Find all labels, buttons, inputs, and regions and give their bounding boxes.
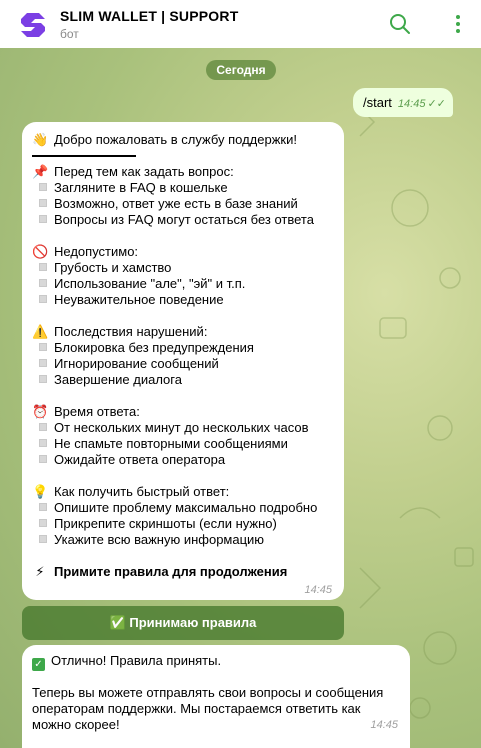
welcome-message[interactable] (22, 122, 344, 600)
list-item: Ожидайте ответа оператора (54, 452, 226, 467)
slim-wallet-logo-icon (18, 10, 48, 40)
confirmation-title: Отлично! Правила приняты. (51, 653, 222, 668)
chat-subtitle: бот (60, 27, 79, 41)
prohibited-icon: 🚫 (32, 244, 49, 259)
list-item: Завершение диалога (54, 372, 182, 387)
check-mark-icon: ✓ (32, 658, 45, 671)
accept-rules-button[interactable]: ✅ Принимаю правила (22, 606, 344, 640)
outgoing-message-time: 14:45 (397, 98, 426, 110)
bullet-icon (39, 215, 47, 223)
light-bulb-icon: 💡 (32, 484, 49, 499)
chat-area[interactable] (0, 48, 481, 748)
waving-hand-icon: 👋 (32, 132, 49, 147)
bullet-icon (39, 263, 47, 271)
list-item: Не спамьте повторными сообщениями (54, 436, 288, 451)
list-item: Блокировка без предупреждения (54, 340, 254, 355)
bullet-icon (39, 183, 47, 191)
confirmation-body-line: операторам поддержки. Мы постараемся ответить как (32, 701, 361, 716)
message-time: 14:45 (370, 719, 398, 731)
list-item: Загляните в FAQ в кошельке (54, 180, 228, 195)
date-separator: Сегодня (206, 60, 276, 80)
bullet-icon (39, 295, 47, 303)
more-vertical-icon[interactable] (446, 12, 470, 36)
greeting-line (32, 132, 297, 148)
section-title-before-asking: 📌 Перед тем как задать вопрос: (32, 164, 234, 179)
chat-title[interactable]: SLIM WALLET | SUPPORT (60, 8, 239, 24)
list-item: Опишите проблему максимально подробно (54, 500, 318, 515)
section-title-forbidden: 🚫 Недопустимо: (32, 244, 139, 259)
bullet-icon (39, 519, 47, 527)
chat-header (0, 0, 481, 48)
bullet-icon (39, 343, 47, 351)
pushpin-icon: 📌 (32, 164, 49, 179)
warning-icon: ⚠️ (32, 324, 49, 339)
greeting-text: Добро пожаловать в службу поддержки! (54, 132, 297, 147)
bullet-icon (39, 279, 47, 287)
search-icon[interactable] (388, 12, 412, 36)
list-item: Неуважительное поведение (54, 292, 224, 307)
list-item: Укажите всю важную информацию (54, 532, 265, 547)
outgoing-message-text: /start (363, 95, 392, 110)
alarm-clock-icon: ⏰ (32, 404, 49, 419)
list-item: Вопросы из FAQ могут остаться без ответа (54, 212, 314, 227)
bullet-icon (39, 535, 47, 543)
list-item: Прикрепите скриншоты (если нужно) (54, 516, 277, 531)
list-item: Использование "але", "эй" и т.п. (54, 276, 246, 291)
bullet-icon (39, 375, 47, 383)
list-item: Грубость и хамство (54, 260, 172, 275)
message-time: 14:45 (304, 584, 332, 596)
section-title-response-time: ⏰ Время ответа: (32, 404, 140, 419)
section-title-consequences: ⚠️ Последствия нарушений: (32, 324, 208, 339)
bullet-icon (39, 359, 47, 367)
outgoing-message[interactable] (353, 88, 453, 117)
accept-rules-prompt: ⚡ Примите правила для продолжения (32, 564, 287, 580)
bullet-icon (39, 503, 47, 511)
confirmation-body-line: можно скорее! (32, 717, 120, 732)
bullet-icon (39, 455, 47, 463)
lightning-icon: ⚡ (35, 564, 45, 579)
confirmation-title-line (32, 653, 221, 671)
list-item: Возможно, ответ уже есть в базе знаний (54, 196, 298, 211)
bullet-icon (39, 199, 47, 207)
section-title-quick-answer: 💡 Как получить быстрый ответ: (32, 484, 230, 499)
list-item: От нескольких минут до нескольких часов (54, 420, 309, 435)
bullet-icon (39, 423, 47, 431)
double-check-icon: ✓✓ (427, 98, 446, 110)
list-item: Игнорирование сообщений (54, 356, 219, 371)
confirmation-message[interactable] (22, 645, 410, 748)
divider (32, 155, 136, 157)
confirmation-body-line: Теперь вы можете отправлять свои вопросы и сообщения (32, 685, 384, 700)
bullet-icon (39, 439, 47, 447)
